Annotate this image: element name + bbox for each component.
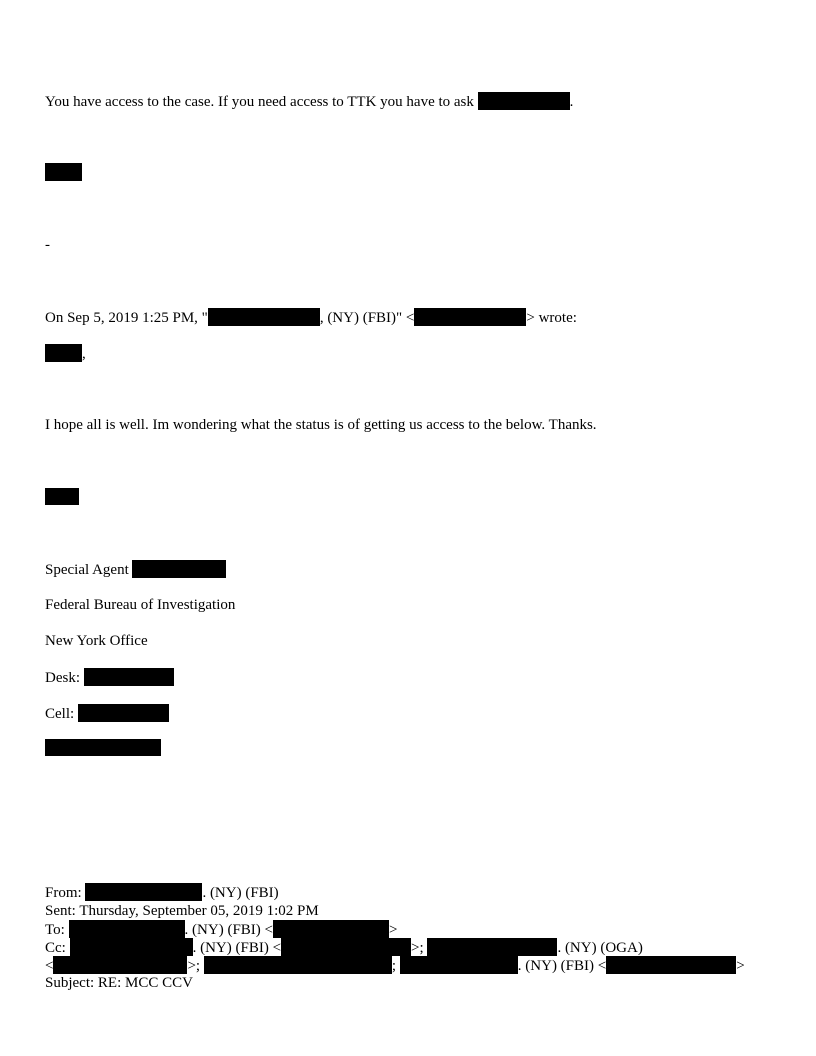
message-body: I hope all is well. Im wondering what the status is of getting us access to the below. Thanks. (45, 417, 597, 433)
redacted-cc-email-2 (53, 956, 187, 974)
redacted-desk-number (84, 668, 174, 686)
to-end: > (389, 922, 398, 938)
subject-line: Subject: RE: MCC CCV (45, 975, 193, 991)
cc2-separator-2: ; (391, 958, 400, 974)
redacted-sender-email (414, 308, 526, 326)
to-middle: . (NY) (FBI) < (184, 922, 273, 938)
redacted-cc-name-1 (70, 938, 193, 956)
redacted-cell-number (78, 704, 169, 722)
redacted-cc-name-2 (427, 938, 557, 956)
reply-line (45, 92, 573, 111)
cc-suffix-1: . (NY) (OGA) (557, 940, 643, 956)
redacted-to-email (273, 920, 389, 938)
cc-line (45, 938, 643, 957)
desk-label: Desk: (45, 670, 84, 686)
to-line (45, 920, 397, 939)
greeting-line (45, 344, 86, 363)
reply-period: . (569, 94, 574, 110)
redacted-greeting-name (45, 344, 82, 362)
cell-label: Cell: (45, 706, 78, 722)
to-label: To: (45, 922, 69, 938)
from-suffix: . (NY) (FBI) (202, 885, 279, 901)
redacted-cc-name-3 (204, 956, 392, 974)
cc2-open: < (45, 958, 54, 974)
redacted-sender-signature (45, 488, 79, 505)
cc-continuation-line (45, 956, 745, 975)
reply-text: You have access to the case. If you need access to TTK you have to ask (45, 94, 478, 110)
redacted-cc-email-3 (606, 956, 736, 974)
redacted-from-name (85, 883, 202, 901)
signature-office: New York Office (45, 633, 148, 649)
cc-label: Cc: (45, 940, 70, 956)
signature-cell-line (45, 704, 169, 723)
cc-separator-1: >; (411, 940, 428, 956)
from-line (45, 883, 279, 902)
from-label: From: (45, 885, 86, 901)
redacted-name (478, 92, 570, 110)
sent-line: Sent: Thursday, September 05, 2019 1:02 PM (45, 903, 319, 919)
redacted-signature (45, 163, 82, 181)
cc2-separator-1: >; (187, 958, 204, 974)
redacted-cc-email-1 (281, 938, 411, 956)
redacted-signature-email (45, 739, 161, 756)
redacted-agent-name (132, 560, 226, 578)
signature-desk-line (45, 668, 174, 687)
signature-title-line (45, 560, 226, 579)
signature-dash: - (45, 237, 50, 253)
signature-title-label: Special Agent (45, 562, 133, 578)
cc-middle-1: . (NY) (FBI) < (192, 940, 282, 956)
signature-org: Federal Bureau of Investigation (45, 597, 236, 613)
cc2-middle: . (NY) (FBI) < (517, 958, 607, 974)
cc2-end: > (736, 958, 745, 974)
greeting-comma: , (82, 346, 86, 362)
quote-header (45, 308, 577, 327)
quote-middle: , (NY) (FBI)" < (319, 310, 415, 326)
redacted-to-name (69, 920, 185, 938)
redacted-sender-name (208, 308, 320, 326)
redacted-cc-name-4 (400, 956, 518, 974)
quote-suffix: > wrote: (526, 310, 577, 326)
quote-prefix: On Sep 5, 2019 1:25 PM, " (45, 310, 208, 326)
